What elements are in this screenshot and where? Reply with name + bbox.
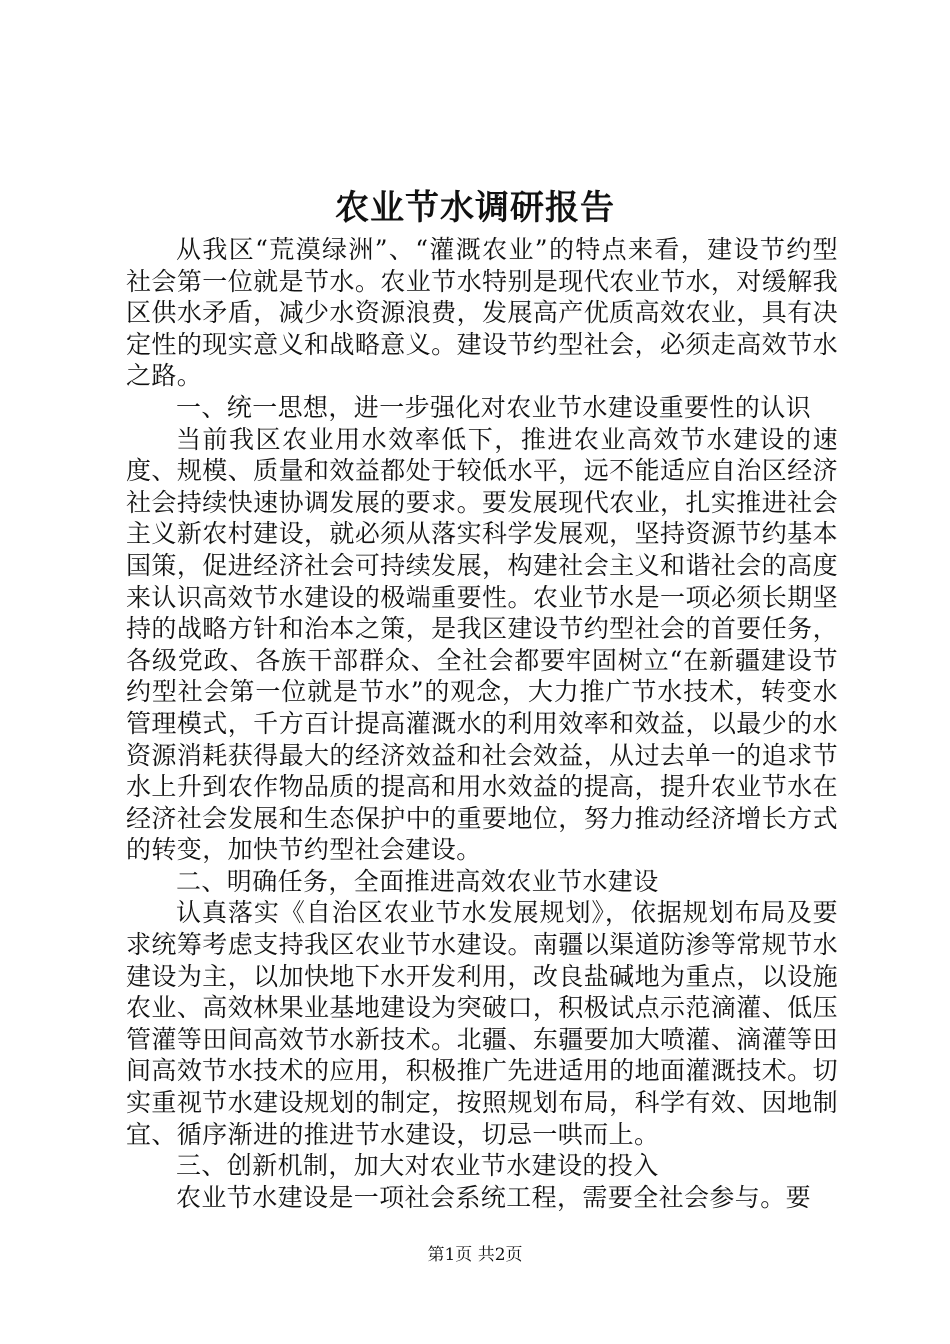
paragraph-section-3: 农业节水建设是一项社会系统工程，需要全社会参与。要	[176, 1182, 812, 1212]
paragraph-section-1: 当前我区农业用水效率低下，推进农业高效节水建设的速度、规模、质量和效益都处于较低水平，远不能适应自治区经济社会持续快速协调发展的要求。要发展现代农业，扎实推进社会主义新农村建设，就必须从落实科学发展观，坚持资源节约基本国策，促进经济社会可持续发展，构建社会主义和谐社会的高度来认识高效节水建设的极端重要性。农业节水是一项必须长期坚持的战略方针和治本之策，是我区建设节约型社会的首要任务，各级党政、各族干部群众、全社会都要牢固树立“在新疆建设节约型社会第一位就是节水”的观念，大力推广节水技术，转变水管理模式，千方百计提高灌溉水的利用效率和效益，以最少的水资源消耗获得最大的经济效益和社会效益，从过去单一的追求节水上升到农作物品质的提高和用水效益的提高，提升农业节水在经济社会发展和生态保护中的重要地位，努力推动经济增长方式的转变，加快节约型社会建设。	[126, 424, 838, 865]
document-title: 农业节水调研报告	[335, 188, 615, 228]
section-heading-1: 一、统一思想，进一步强化对农业节水建设重要性的认识	[176, 392, 812, 422]
paragraph-intro: 从我区“荒漠绿洲”、“灌溉农业”的特点来看，建设节约型社会第一位就是节水。农业节水特别是现代农业节水，对缓解我区供水矛盾，减少水资源浪费，发展高产优质高效农业，具有决定性的现实意义和战略意义。建设节约型社会，必须走高效节水之路。	[126, 235, 838, 391]
page-number-footer: 第1页 共2页	[427, 1245, 523, 1265]
section-heading-3: 三、创新机制，加大对农业节水建设的投入	[176, 1151, 659, 1181]
document-body	[126, 234, 838, 1213]
section-heading-2: 二、明确任务，全面推进高效农业节水建设	[176, 866, 659, 896]
paragraph-section-2: 认真落实《自治区农业节水发展规划》，依据规划布局及要求统筹考虑支持我区农业节水建设。南疆以渠道防渗等常规节水建设为主，以加快地下水开发利用，改良盐碱地为重点，以设施农业、高效林果业基地建设为突破口，积极试点示范滴灌、低压管灌等田间高效节水新技术。北疆、东疆要加大喷灌、滴灌等田间高效节水技术的应用，积极推广先进适用的地面灌溉技术。切实重视节水建设规划的制定，按照规划布局，科学有效、因地制宜、循序渐进的推进节水建设，切忌一哄而上。	[126, 898, 838, 1149]
